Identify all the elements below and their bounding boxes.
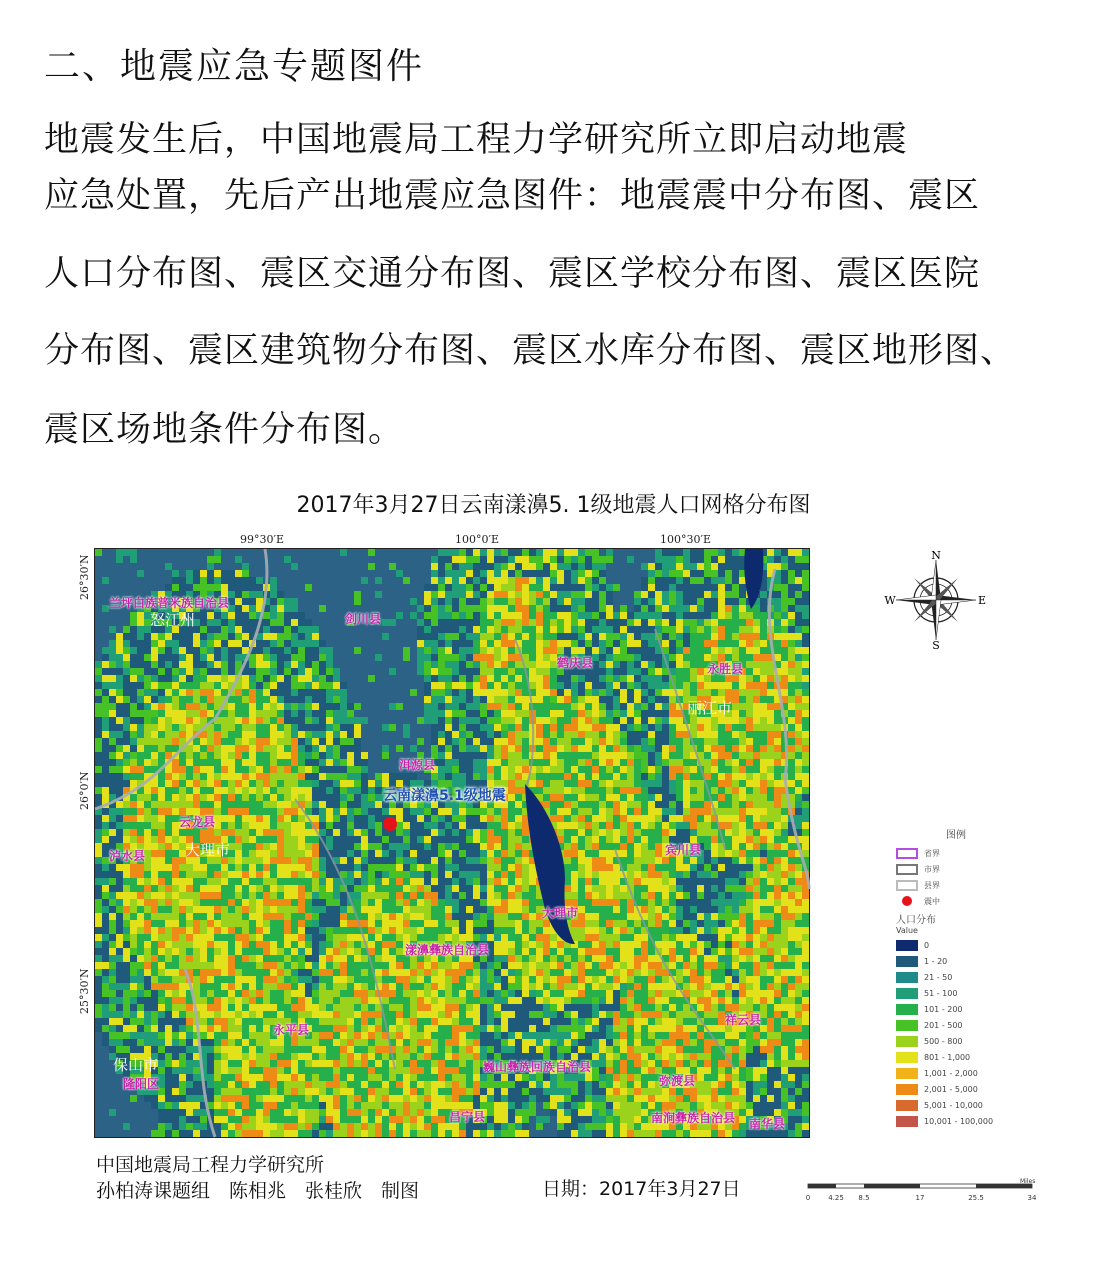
place-changning: 昌宁县: [449, 1110, 486, 1124]
lon-label-1: 99°30′E: [240, 533, 285, 546]
city-dali: 大理市: [185, 841, 231, 859]
legend-boundary-swatch: [896, 848, 918, 859]
legend-boundary-0: [896, 845, 1016, 861]
place-nanhua: 南华县: [749, 1117, 786, 1131]
population-map: [94, 548, 810, 1138]
legend-pop-title: 人口分布: [896, 915, 936, 926]
place-yongping: 永平县: [273, 1023, 310, 1037]
legend-class-10: [896, 1097, 1016, 1113]
scale-tick-label: 0: [805, 1194, 811, 1202]
city-baoshan: 保山市: [113, 1056, 159, 1074]
legend-class-label: 2,001 - 5,000: [924, 1084, 978, 1094]
legend-class-label: 1 - 20: [924, 956, 948, 966]
legend-class-label: 51 - 100: [924, 988, 958, 998]
legend-class-3: [896, 985, 1016, 1001]
legend-class-swatch: [896, 1052, 918, 1063]
legend-class-swatch: [896, 956, 918, 967]
lat-label-1: 26°30′N: [78, 554, 91, 600]
map-legend: [896, 826, 1016, 1129]
legend-class-swatch: [896, 1116, 918, 1127]
place-yunlong: 云龙县: [179, 815, 216, 829]
scale-tick-label: 8.5: [858, 1194, 870, 1202]
legend-class-5: [896, 1017, 1016, 1033]
place-longyang: 隆阳区: [123, 1077, 160, 1091]
legend-boundary-label: 县界: [924, 880, 940, 890]
place-weishan: 巍山彝族回族自治县: [483, 1060, 592, 1074]
legend-boundary-1: [896, 861, 1016, 877]
city-lijiang: 丽江市: [687, 699, 733, 717]
lon-label-2: 100°0′E: [455, 533, 500, 546]
compass-n: N: [931, 549, 941, 562]
legend-class-label: 0: [924, 940, 930, 950]
place-eryuan: 洱源县: [399, 758, 436, 772]
legend-class-label: 101 - 200: [924, 1004, 963, 1014]
place-xiangyun: 祥云县: [725, 1013, 762, 1027]
scale-tick-label: 4.25: [828, 1194, 844, 1202]
legend-class-swatch: [896, 1036, 918, 1047]
legend-class-1: [896, 953, 1016, 969]
legend-class-2: [896, 969, 1016, 985]
paragraph-line-5: 震区场地条件分布图。: [44, 410, 405, 450]
section-heading: 二、地震应急专题图件: [44, 46, 425, 87]
scale-unit: Miles: [1020, 1178, 1036, 1185]
legend-class-swatch: [896, 1020, 918, 1031]
credit-authors: 孙柏涛课题组 陈相兆 张桂欣 制图: [96, 1180, 420, 1202]
credit-institute: 中国地震局工程力学研究所: [96, 1154, 325, 1176]
legend-class-swatch: [896, 940, 918, 951]
legend-class-swatch: [896, 1100, 918, 1111]
legend-class-9: [896, 1081, 1016, 1097]
legend-class-4: [896, 1001, 1016, 1017]
place-dali: 大理市: [542, 906, 579, 920]
legend-class-label: 1,001 - 2,000: [924, 1068, 978, 1078]
legend-boundary-label: 省界: [924, 848, 940, 858]
place-midu: 弥渡县: [659, 1074, 696, 1088]
compass-e: E: [977, 594, 987, 607]
compass-w: W: [884, 594, 896, 607]
legend-class-swatch: [896, 972, 918, 983]
legend-boundary-label: 市界: [924, 864, 940, 874]
legend-boundary-swatch: [896, 864, 918, 875]
place-jianchuan: 剑川县: [345, 612, 382, 626]
legend-class-swatch: [896, 1068, 918, 1079]
place-yangbi: 漾濞彝族自治县: [405, 943, 490, 957]
compass-s: S: [932, 639, 940, 652]
place-lanping: 兰坪白族普米族自治县: [109, 596, 230, 610]
legend-title: 图例: [946, 830, 966, 841]
place-binchuan: 宾川县: [665, 843, 702, 857]
lat-label-2: 26°0′N: [78, 771, 91, 810]
scale-tick-label: 17: [915, 1194, 925, 1202]
legend-epicenter-dot: [902, 896, 912, 906]
legend-class-label: 201 - 500: [924, 1020, 963, 1030]
map-date: 日期：2017年3月27日: [542, 1178, 741, 1200]
legend-epicenter: [896, 893, 1016, 909]
legend-class-label: 5,001 - 10,000: [924, 1100, 983, 1110]
legend-class-7: [896, 1049, 1016, 1065]
legend-value-label: Value: [896, 926, 918, 935]
scale-bar: [806, 1180, 1036, 1210]
legend-epicenter-label: 震中: [924, 896, 940, 906]
compass-rose-icon: [886, 550, 986, 650]
legend-class-6: [896, 1033, 1016, 1049]
legend-class-label: 801 - 1,000: [924, 1052, 971, 1062]
paragraph-line-1: 地震发生后，中国地震局工程力学研究所立即启动地震: [44, 120, 909, 160]
legend-class-swatch: [896, 1084, 918, 1095]
place-heqing: 鹤庆县: [557, 656, 594, 670]
paragraph-line-4: 分布图、震区建筑物分布图、震区水库分布图、震区地形图、: [44, 331, 1017, 371]
place-lushui: 泸水县: [109, 849, 146, 863]
legend-class-swatch: [896, 988, 918, 999]
map-title: 2017年3月27日云南漾濞5. 1级地震人口网格分布图: [296, 493, 811, 518]
lon-label-3: 100°30′E: [660, 533, 712, 546]
legend-class-8: [896, 1065, 1016, 1081]
place-nanjian: 南涧彝族自治县: [651, 1111, 736, 1125]
scale-tick-label: 25.5: [968, 1194, 984, 1202]
legend-class-label: 10,001 - 100,000: [924, 1116, 994, 1126]
scale-tick-label: 34: [1027, 1194, 1037, 1202]
lat-label-3: 25°30′N: [78, 968, 91, 1014]
quake-label: 云南漾濞5.1级地震: [383, 788, 506, 804]
legend-class-swatch: [896, 1004, 918, 1015]
epicenter-marker: [383, 817, 397, 831]
legend-class-0: [896, 937, 1016, 953]
city-nujiang: 怒江州: [150, 611, 196, 629]
legend-class-label: 21 - 50: [924, 972, 953, 982]
legend-boundary-swatch: [896, 880, 918, 891]
legend-boundary-2: [896, 877, 1016, 893]
legend-class-11: [896, 1113, 1016, 1129]
paragraph-line-3: 人口分布图、震区交通分布图、震区学校分布图、震区医院: [44, 254, 981, 294]
legend-class-label: 500 - 800: [924, 1036, 963, 1046]
place-yongsheng: 永胜县: [707, 662, 744, 676]
paragraph-line-2: 应急处置，先后产出地震应急图件：地震震中分布图、震区: [44, 176, 981, 216]
